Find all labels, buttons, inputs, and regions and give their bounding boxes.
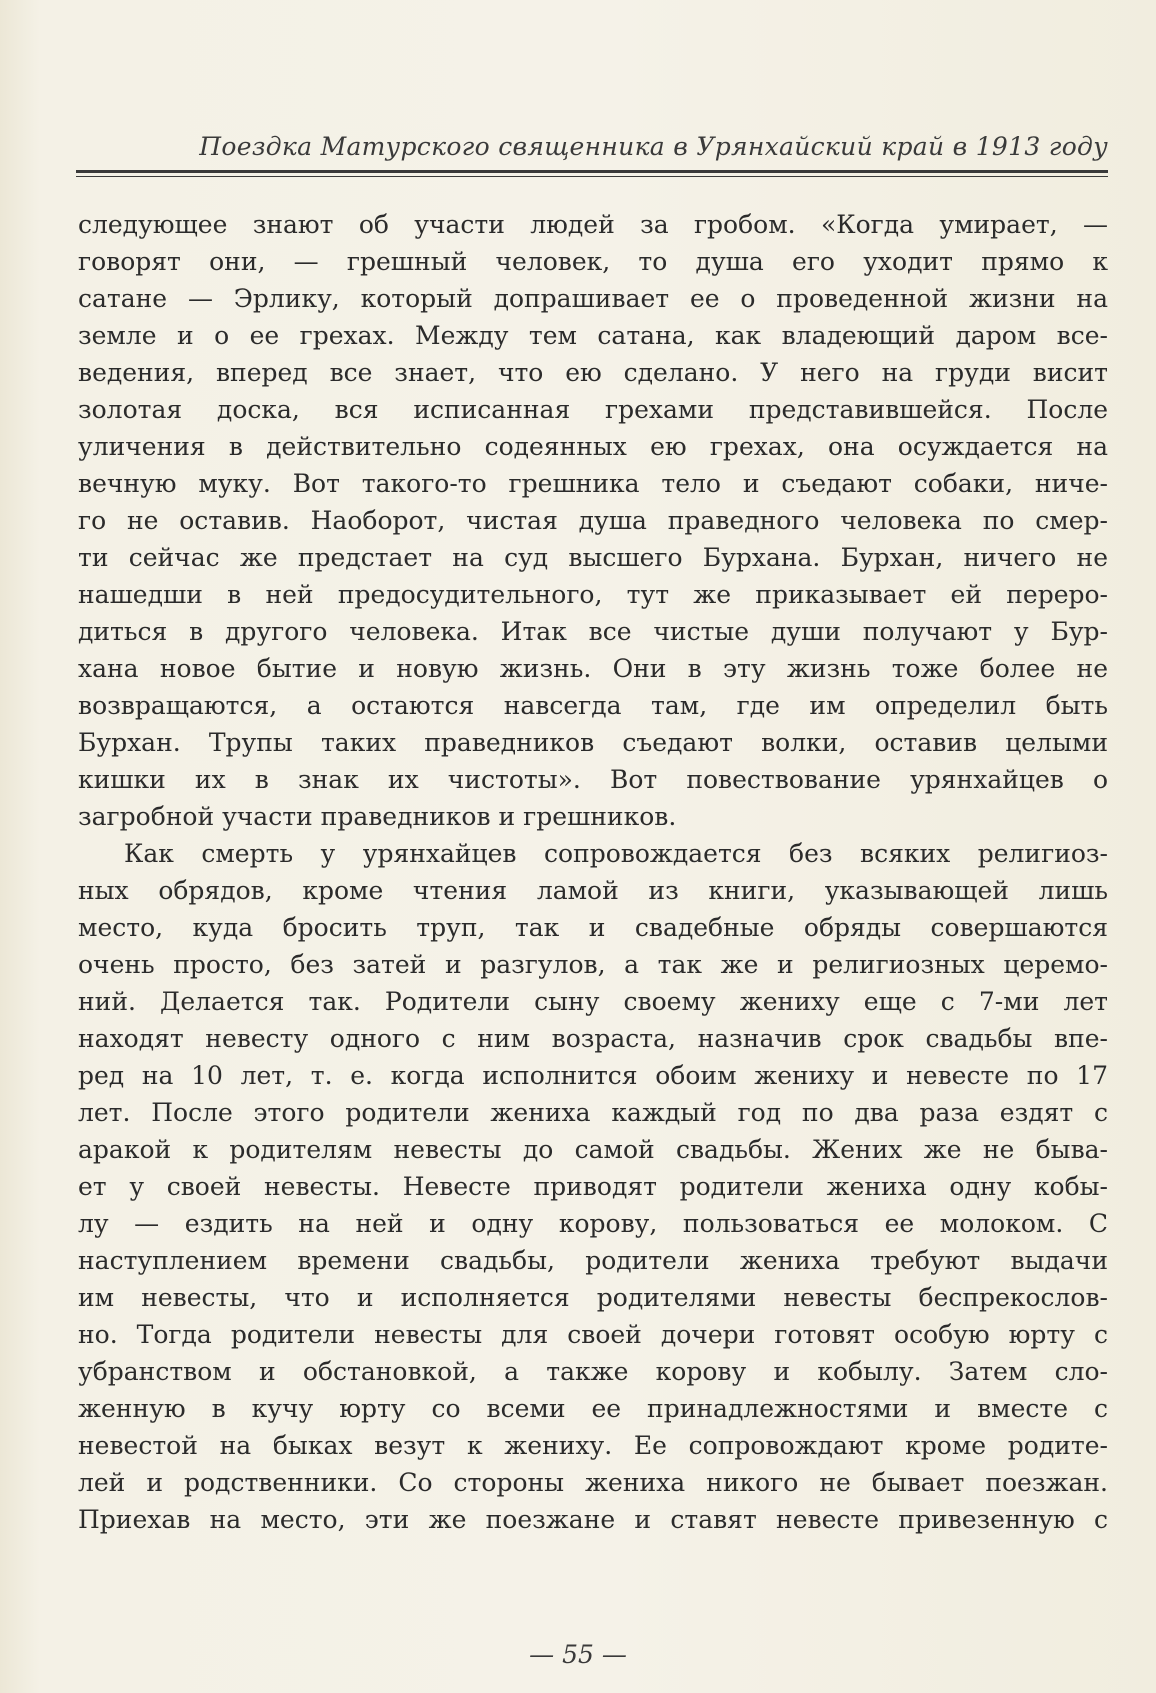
text-line: хана новое бытие и новую жизнь. Они в эту жизнь тоже более не xyxy=(78,654,1108,683)
text-line: невестой на быках везут к жениху. Ее сопровождают кроме родите- xyxy=(78,1431,1108,1460)
text-line: вечную муку. Вот такого-то грешника тело и съедают собаки, ниче- xyxy=(78,469,1108,498)
text-line: ред на 10 лет, т. е. когда исполнится обоим жениху и невесте по 17 xyxy=(78,1061,1108,1090)
text-line: го не оставив. Наоборот, чистая душа праведного человека по смер- xyxy=(78,506,1108,535)
text-line: ний. Делается так. Родители сыну своему жениху еще с 7-ми лет xyxy=(78,987,1108,1016)
text-line: земле и о ее грехах. Между тем сатана, как владеющий даром все- xyxy=(78,321,1108,350)
header-rule xyxy=(76,170,1108,173)
text-line: убранством и обстановкой, а также корову и кобылу. Затем сло- xyxy=(78,1357,1108,1386)
text-line: Бурхан. Трупы таких праведников съедают волки, оставив целыми xyxy=(78,728,1108,757)
text-line: но. Тогда родители невесты для своей дочери готовят особую юрту с xyxy=(78,1320,1108,1349)
text-line: золотая доска, вся исписанная грехами представившейся. После xyxy=(78,395,1108,424)
body-text xyxy=(78,206,1108,1538)
text-line: аракой к родителям невесты до самой свадьбы. Жених же не быва- xyxy=(78,1135,1108,1164)
text-line: ведения, вперед все знает, что ею сделано. У него на груди висит xyxy=(78,358,1108,387)
text-line: диться в другого человека. Итак все чистые души получают у Бур- xyxy=(78,617,1108,646)
paragraph-start-line: Как смерть у урянхайцев сопровождается без всяких религиоз- xyxy=(124,839,1108,868)
text-line: женную в кучу юрту со всеми ее принадлежностями и вместе с xyxy=(78,1394,1108,1423)
text-line: нашедши в ней предосудительного, тут же приказывает ей переро- xyxy=(78,580,1108,609)
text-line: сатане — Эрлику, который допрашивает ее о проведенной жизни на xyxy=(78,284,1108,313)
text-line: лет. После этого родители жениха каждый год по два раза ездят с xyxy=(78,1098,1108,1127)
text-line: лей и родственники. Со стороны жениха никого не бывает поезжан. xyxy=(78,1468,1108,1497)
text-line: лу — ездить на ней и одну корову, пользоваться ее молоком. С xyxy=(78,1209,1108,1238)
text-line: ных обрядов, кроме чтения ламой из книги, указывающей лишь xyxy=(78,876,1108,905)
text-line: ти сейчас же предстает на суд высшего Бурхана. Бурхан, ничего не xyxy=(78,543,1108,572)
header-rule-thin xyxy=(76,176,1108,177)
text-line: им невесты, что и исполняется родителями невесты беспрекослов- xyxy=(78,1283,1108,1312)
text-line: очень просто, без затей и разгулов, а так же и религиозных церемо- xyxy=(78,950,1108,979)
text-line: наступлением времени свадьбы, родители жениха требуют выдачи xyxy=(78,1246,1108,1275)
text-line: находят невесту одного с ним возраста, назначив срок свадьбы впе- xyxy=(78,1024,1108,1053)
running-header: Поездка Матурского священника в Урянхайский край в 1913 году xyxy=(199,132,1108,161)
text-line: место, куда бросить труп, так и свадебные обряды совершаются xyxy=(78,913,1108,942)
text-line: кишки их в знак их чистоты». Вот повествование урянхайцев о xyxy=(78,765,1108,794)
page-number: — 55 — xyxy=(529,1640,627,1669)
paragraph-end-line: загробной участи праведников и грешников. xyxy=(78,802,677,831)
text-line: Приехав на место, эти же поезжане и ставят невесте привезенную с xyxy=(78,1505,1108,1534)
text-line: говорят они, — грешный человек, то душа его уходит прямо к xyxy=(78,247,1108,276)
text-line: возвращаются, а остаются навсегда там, где им определил быть xyxy=(78,691,1108,720)
text-line: ет у своей невесты. Невесте приводят родители жениха одну кобы- xyxy=(78,1172,1108,1201)
text-line: следующее знают об участи людей за гробом. «Когда умирает, — xyxy=(78,210,1108,239)
text-line: уличения в действительно содеянных ею грехах, она осуждается на xyxy=(78,432,1108,461)
